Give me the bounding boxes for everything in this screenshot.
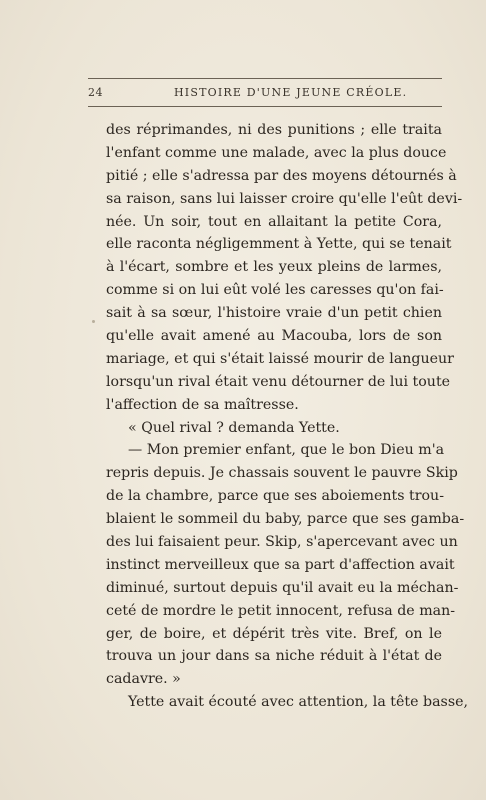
text-line: sa raison, sans lui laisser croire qu'elle l'eût devi- [106, 190, 463, 207]
body-text [106, 119, 469, 714]
text-line: pitié ; elle s'adressa par des moyens détournés à [106, 167, 457, 184]
header-top-rule [88, 78, 442, 79]
text-line: ceté de mordre le petit innocent, refusa de man- [106, 602, 456, 619]
text-line: — Mon premier enfant, que le bon Dieu m'a [128, 442, 445, 459]
text-line: lorsqu'un rival était venu détourner de lui toute [106, 373, 451, 390]
text-line: mariage, et qui s'était laissé mourir de langueur [106, 350, 454, 367]
text-line: instinct merveilleux que sa part d'affection avait [106, 556, 455, 573]
text-line: elle raconta négligemment à Yette, qui se tenait [106, 236, 452, 253]
text-line: l'affection de sa maîtresse. [106, 396, 299, 413]
text-line: des lui faisaient peur. Skip, s'apercevant avec un [106, 534, 458, 551]
text-line: qu'elle avait amené au Macouba, lors de son [106, 328, 442, 345]
text-line: repris depuis. Je chassais souvent le pauvre Skip [106, 465, 458, 482]
running-title: HISTOIRE D'UNE JEUNE CRÉOLE. [174, 86, 408, 99]
text-line: de la chambre, parce que ses aboiements trou- [106, 488, 444, 505]
text-line: sait à sa sœur, l'histoire vraie d'un petit chien [106, 305, 442, 322]
margin-speck [92, 320, 95, 323]
text-line: trouva un jour dans sa niche réduit à l'état de [106, 648, 442, 665]
text-line: « Quel rival ? demanda Yette. [128, 419, 340, 436]
text-line: l'enfant comme une malade, avec la plus douce [106, 144, 447, 161]
text-line: des réprimandes, ni des punitions ; elle traita [106, 122, 442, 138]
page-number: 24 [88, 86, 103, 99]
text-line: blaient le sommeil du baby, parce que ses gamba- [106, 511, 465, 528]
page-header [88, 84, 442, 102]
text-line: née. Un soir, tout en allaitant la petite Cora, [106, 213, 442, 230]
text-line: ger, de boire, et dépérit très vite. Bref, on le [106, 625, 442, 642]
text-line: Yette avait écouté avec attention, la tête basse, [128, 694, 469, 711]
text-line: à l'écart, sombre et les yeux pleins de larmes, [106, 259, 442, 276]
header-bottom-rule [88, 106, 442, 107]
text-line: diminué, surtout depuis qu'il avait eu la méchan- [106, 579, 459, 596]
text-line: comme si on lui eût volé les caresses qu'on fai- [106, 282, 444, 299]
text-line: cadavre. » [106, 671, 181, 688]
